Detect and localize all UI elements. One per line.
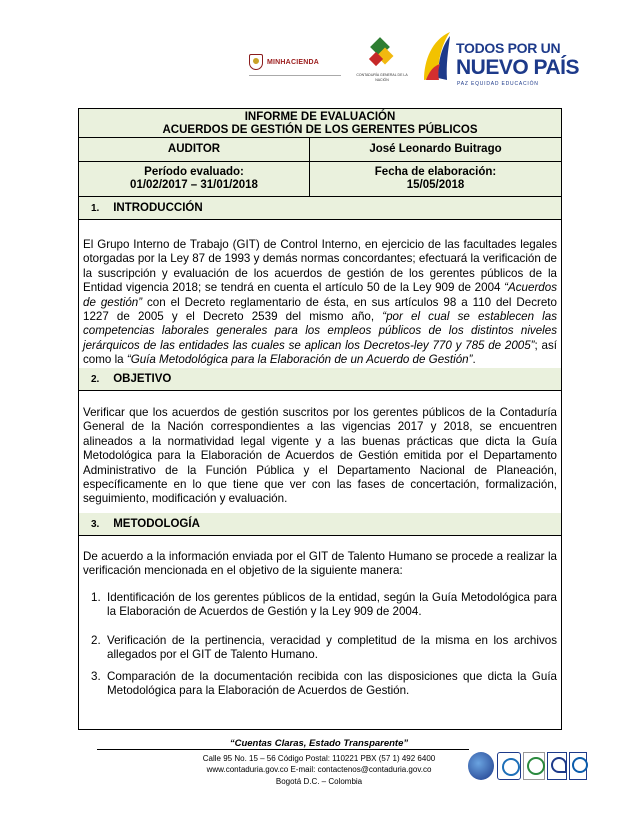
intro-text-part: ; así como la bbox=[83, 338, 557, 367]
objetivo-paragraph: Verificar que los acuerdos de gestión suscritos por los gerentes públicos de la Contaduría General de la Nación correspondientes a las vigencias 2017 y 2018, se encuentren alineados a la normatividad legal vigente y a las buenas prácticas que dicta la Guía Metodológica para la Elaboración de Acuerdos de Gestión emitida por el Departamento Administrativo de la Función Pública y el Departamento Nacional de Planeación, específicamente en lo que tiene que ver con las fases de concertación, formalización, seguimiento, modificación y evaluación. bbox=[83, 406, 557, 506]
list-item bbox=[91, 634, 557, 663]
todos-por-un-nuevo-pais-logo bbox=[420, 28, 579, 90]
introduccion-paragraph bbox=[83, 238, 557, 368]
list-item bbox=[91, 591, 557, 620]
period-row bbox=[79, 162, 561, 197]
list-item-text: Identificación de los gerentes públicos de la entidad, según la Guía Metodológica para la Elaboración de Acuerdos de Gestión y la Ley 909 de 2004. bbox=[107, 591, 557, 619]
auditor-label: AUDITOR bbox=[79, 138, 310, 161]
intro-quote-acuerdos: “Acuerdos de gestión” bbox=[83, 281, 557, 309]
report-title bbox=[79, 109, 561, 138]
footer-city: Bogotá D.C. – Colombia bbox=[275, 777, 363, 786]
minhacienda-wordmark: MINHACIENDA bbox=[267, 58, 319, 66]
colombia-flag-swoosh-icon bbox=[420, 30, 452, 82]
intro-text-part: con el Decreto reglamentario de ésta, en sus artículos 98 a 110 del Decreto 1227 de 2005 y el Decreto 2539 del mismo año, bbox=[83, 295, 557, 324]
section-heading-metodologia bbox=[79, 513, 561, 536]
report-frame bbox=[78, 108, 562, 730]
list-item-text: Verificación de la pertinencia, veracidad y completitud de la misma en los archivos allegados por el GIT de Talento Humano. bbox=[107, 634, 557, 662]
contaduria-logo bbox=[354, 38, 410, 90]
period-label: Período evaluado: bbox=[144, 166, 244, 178]
contaduria-emblem-icon bbox=[367, 38, 397, 70]
coat-of-arms-icon bbox=[249, 54, 263, 70]
footer-slogan: “Cuentas Claras, Estado Transparente” bbox=[229, 738, 409, 749]
intro-quote-decree: “por el cual se establecen las competencias laborales generales para los empleos públicos de los distintos niveles jerárquicos de las entidades las cuales se aplican los Decretos-ley 770 y 785 de 2005” bbox=[83, 310, 557, 352]
auditor-row bbox=[79, 138, 561, 162]
certification-seal-icon bbox=[523, 752, 545, 780]
date-value: 15/05/2018 bbox=[406, 179, 465, 191]
globe-icon bbox=[468, 752, 494, 780]
list-item-number: 3. bbox=[91, 670, 101, 683]
contaduria-wordmark: CONTADURÍA GENERAL DE LA NACIÓN bbox=[356, 73, 408, 82]
period-cell bbox=[79, 162, 310, 196]
report-title-line-1: INFORME DE EVALUACIÓN bbox=[244, 111, 396, 123]
certification-seal-icon bbox=[547, 752, 567, 780]
list-item bbox=[91, 670, 557, 699]
footer-address: Calle 95 No. 15 – 56 Código Postal: 110221 PBX (57 1) 492 6400 bbox=[202, 754, 436, 763]
date-cell bbox=[310, 162, 561, 196]
certification-seal-icon bbox=[569, 752, 587, 780]
list-item-number: 1. bbox=[91, 591, 101, 604]
logo-line-1: TODOS POR UN bbox=[456, 40, 561, 56]
intro-text-part: . bbox=[472, 353, 476, 367]
list-item-number: 2. bbox=[91, 634, 101, 647]
section-title: INTRODUCCIÓN bbox=[113, 202, 203, 214]
intro-text-part: El Grupo Interno de Trabajo (GIT) de Control Interno, en ejercicio de las facultades legales otorgadas por la Ley 87 de 1993 y demás normas concordantes; efectuará la verificación de la suscripción y evaluación de los acuerdos de gestión de los gerentes públicos de la Entidad vigencia 2018; se tendrá en cuenta el artículo 50 de la Ley 909 de 2004 bbox=[83, 238, 557, 295]
section-title: METODOLOGÍA bbox=[113, 518, 200, 530]
minhacienda-logo bbox=[249, 52, 341, 72]
report-title-line-2: ACUERDOS DE GESTIÓN DE LOS GERENTES PÚBLICOS bbox=[162, 124, 478, 136]
certification-seal-icon bbox=[497, 752, 521, 780]
section-title: OBJETIVO bbox=[113, 373, 172, 385]
metodologia-paragraph: De acuerdo a la información enviada por el GIT de Talento Humano se procede a realizar la verificación mencionada en el objetivo de la siguiente manera: bbox=[83, 550, 557, 578]
section-heading-objetivo bbox=[79, 368, 561, 391]
footer-divider bbox=[97, 749, 469, 750]
section-heading-introduccion bbox=[79, 197, 561, 220]
section-number: 2. bbox=[91, 374, 100, 385]
date-label: Fecha de elaboración: bbox=[374, 166, 497, 178]
section-number: 3. bbox=[91, 519, 100, 530]
logo-line-3: PAZ EQUIDAD EDUCACIÓN bbox=[457, 81, 539, 87]
footer-web-email: www.contaduria.gov.co E-mail: contactenos@contaduria.gov.co bbox=[206, 765, 432, 774]
intro-quote-guide: “Guía Metodológica para la Elaboración de un Acuerdo de Gestión” bbox=[126, 353, 473, 367]
list-item-text: Comparación de la documentación recibida con las disposiciones que dicta la Guía Metodológica para la Elaboración de Acuerdos de Gestión. bbox=[107, 670, 557, 698]
section-number: 1. bbox=[91, 203, 100, 214]
logo-line-2: NUEVO PAÍS bbox=[456, 56, 579, 79]
auditor-name: José Leonardo Buitrago bbox=[369, 143, 502, 155]
period-value: 01/02/2017 – 31/01/2018 bbox=[130, 179, 258, 191]
logo-divider bbox=[249, 75, 341, 76]
